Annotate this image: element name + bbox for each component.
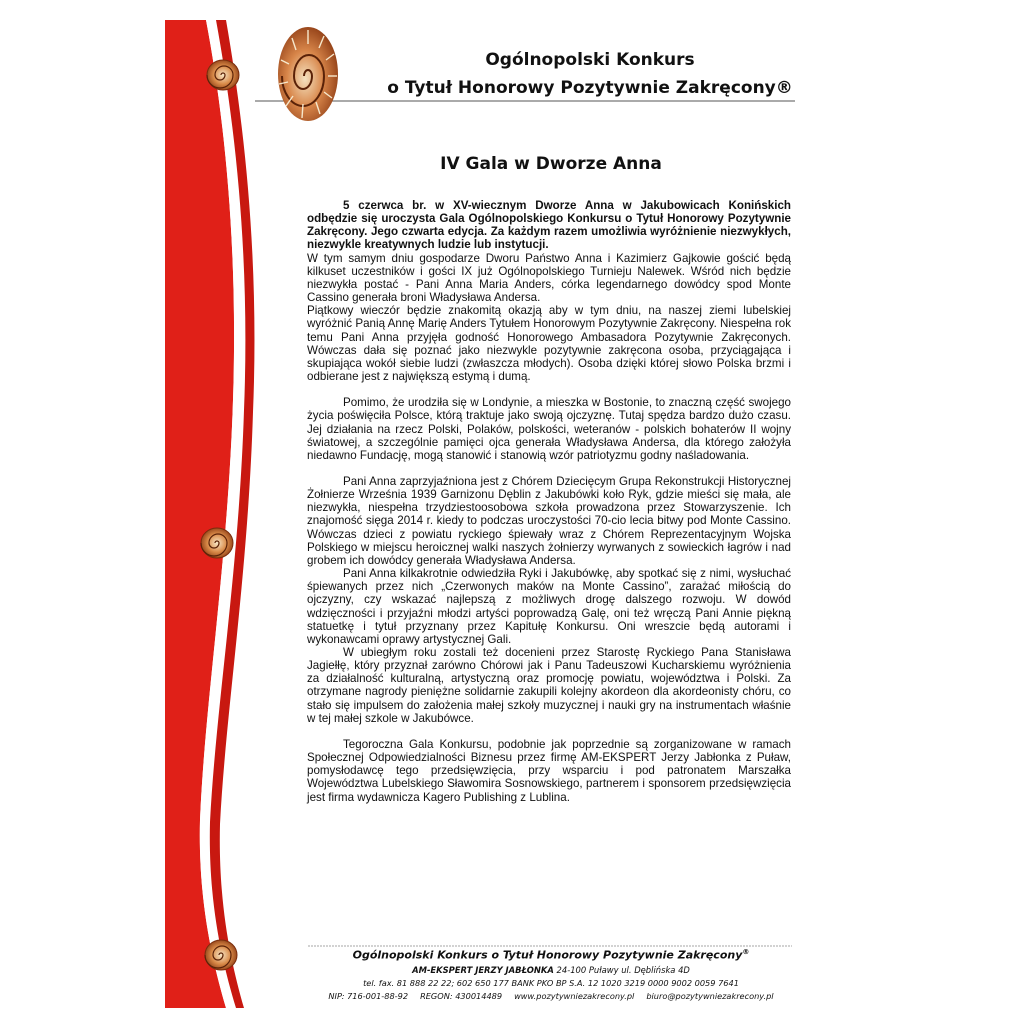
paragraph: Piątkowy wieczór będzie znakomitą okazją aby w tym dniu, na naszej ziemi lubelskiej wyróżnić Panią Annę Marię Anders Tytułem Honorowym Pozytywnie Zakręcony. Niespełna rok temu Pani Anna przyjęła godność Honorowego Ambasadora Pozytywnie Zakręconych. Wówczas dała się poznać jako niezwykle pozytywnie zakręcona osoba, przyciągająca i skupiająca wokół siebie ludzi (zwłaszcza młodych). Osoba dzięki której słowo Polska brzmi i odbierane jest z największą estymą i dumą.	[307, 304, 791, 384]
ammonite-shell-small-icon	[203, 938, 239, 972]
footer-contest-label: Ogólnopolski Konkurs o Tytuł Honorowy Pozytywnie Zakręcony	[352, 948, 743, 962]
footer-contest-name	[306, 948, 796, 962]
paragraph: Pani Anna kilkakrotnie odwiedziła Ryki i Jakubówkę, aby spotkać się z nimi, wysłuchać śpiewanych przez nich „Czerwonych maków na Monte Cassino”, zarażać miłością do ojczyzny, czy wskazać najlepszą z możliwych drogę dalszego rozwoju. W dowód wdzięczności i przyjaźni młodzi artyści poprowadzą Galę, oni też wręczą Pani Annie piękną statuetkę i tytuł przyznany przez Kapitułę Konkursu. Oni wreszcie będą autorami i wykonawcami oprawy artystycznej Gali.	[307, 567, 791, 646]
footer-nip: NIP: 716-001-88-92	[328, 990, 409, 1001]
ammonite-shell-logo-icon	[276, 24, 340, 124]
paragraph: Pomimo, że urodziła się w Londynie, a mieszka w Bostonie, to znaczną część swojego życia poświęciła Polsce, którą traktuje jako swoją ojczyznę. Tutaj spędza bardzo dużo czasu. Jej działania na rzecz Polski, Polaków, polskości, weteranów - polskich bohaterów II wojny światowej, a szczególnie pamięci ojca generała Władysława Andersa, dla którego założyła niedawno Fundację, mogą stanowić i stanowią wzór patriotyzmu godny naśladowania.	[307, 396, 791, 462]
ammonite-shell-small-icon	[205, 58, 241, 92]
footer-address: 24-100 Puławy ul. Dęblińska 4D	[556, 964, 690, 975]
footer-regon: REGON: 430014489	[420, 990, 503, 1001]
footer-phone-bank: tel. fax. 81 888 22 22; 602 650 177 BANK PKO BP S.A. 12 1020 3219 0000 9002 0059 7641	[363, 977, 739, 988]
footer-company-line	[306, 965, 796, 975]
footer	[306, 948, 796, 1001]
paragraph: Tegoroczna Gala Konkursu, podobnie jak poprzednie są zorganizowane w ramach Społecznej Odpowiedzialności Biznesu przez firmę AM-EKSPERT Jerzy Jabłonka z Puław, pomysłodawcę tego przedsięwzięcia, przy wsparciu i pod patronatem Marszałka Województwa Lubelskiego Sławomira Sosnowskiego, partnerem i sponsorem przedsięwzięcia jest firma wydawnicza Kagero Publishing z Lublina.	[307, 737, 791, 804]
paragraph: W ubiegłym roku zostali też docenieni przez Starostę Ryckiego Pana Stanisława Jagiełłę, który przyznał zarówno Chórowi jak i Panu Tadeuszowi Kucharskiemu wyróżnienia za działalność kulturalną, artystyczną oraz promocję powiatu, województwa i Polski. Za otrzymane nagrody pieniężne solidarnie zakupili kolejny akordeon dla akordeonisty chóru, co stało się impulsem do założenia małej szkoły muzycznej i nauki gry na instrumentach właśnie w tej małej szkole w Jakubówce.	[307, 646, 791, 725]
header-title-line1: Ogólnopolski Konkurs	[485, 50, 695, 70]
paragraph: W tym samym dniu gospodarze Dworu Państwo Anna i Kazimierz Gajkowie gościć będą kilkuset uczestników i gości IX już Ogólnopolskiego Turnieju Nalewek. Wśród nich będzie niezwykła postać - Pani Anna Maria Anders, córka legendarnego dowódcy spod Monte Cassino generała broni Władysława Andersa.	[307, 251, 791, 305]
paragraph: 5 czerwca br. w XV-wiecznym Dworze Anna w Jakubowicach Konińskich odbędzie się uroczysta Gala Ogólnopolskiego Konkursu o Tytuł Honorowy Pozytywnie Zakręcony. Jego czwarta edycja. Za każdym razem umożliwia wyróżnienie niezwykłych, niezwykle kreatywnych ludzie lub instytucji.	[307, 199, 791, 252]
paragraph: Pani Anna zaprzyjaźniona jest z Chórem Dziecięcym Grupa Rekonstrukcji Historycznej Żołnierze Września 1939 Garnizonu Dęblin z Jakubówki koło Ryk, gdzie mieści się mała, ale niezwykła, niespełna trzydziestoosobowa szkoła prowadzona przez Stowarzyszenie. Ich znajomość sięga 2014 r. kiedy to podczas uroczystości 70-cio lecia bitwy pod Monte Cassino. Wówczas dzieci z powiatu ryckiego śpiewały wraz z Chórem Reprezentacyjnym Wojska Polskiego w miejscu heroicznej walki naszych żołnierzy wyrwanych z sowieckich łagrów i nad grobem ich dowódcy generała Władysława Andersa.	[307, 474, 791, 567]
footer-email-link[interactable]: biuro@pozytywniezakrecony.pl	[646, 990, 774, 1001]
article-body	[307, 199, 791, 804]
footer-company: AM-EKSPERT JERZY JABŁONKA	[412, 964, 554, 975]
article-title: IV Gala w Dworze Anna	[440, 154, 662, 174]
footer-ids-line	[306, 991, 796, 1001]
footer-website-link[interactable]: www.pozytywniezakrecony.pl	[514, 990, 635, 1001]
ammonite-shell-small-icon	[199, 526, 235, 560]
registered-mark: ®	[742, 948, 750, 956]
header-title-line2: o Tytuł Honorowy Pozytywnie Zakręcony®	[387, 78, 793, 98]
